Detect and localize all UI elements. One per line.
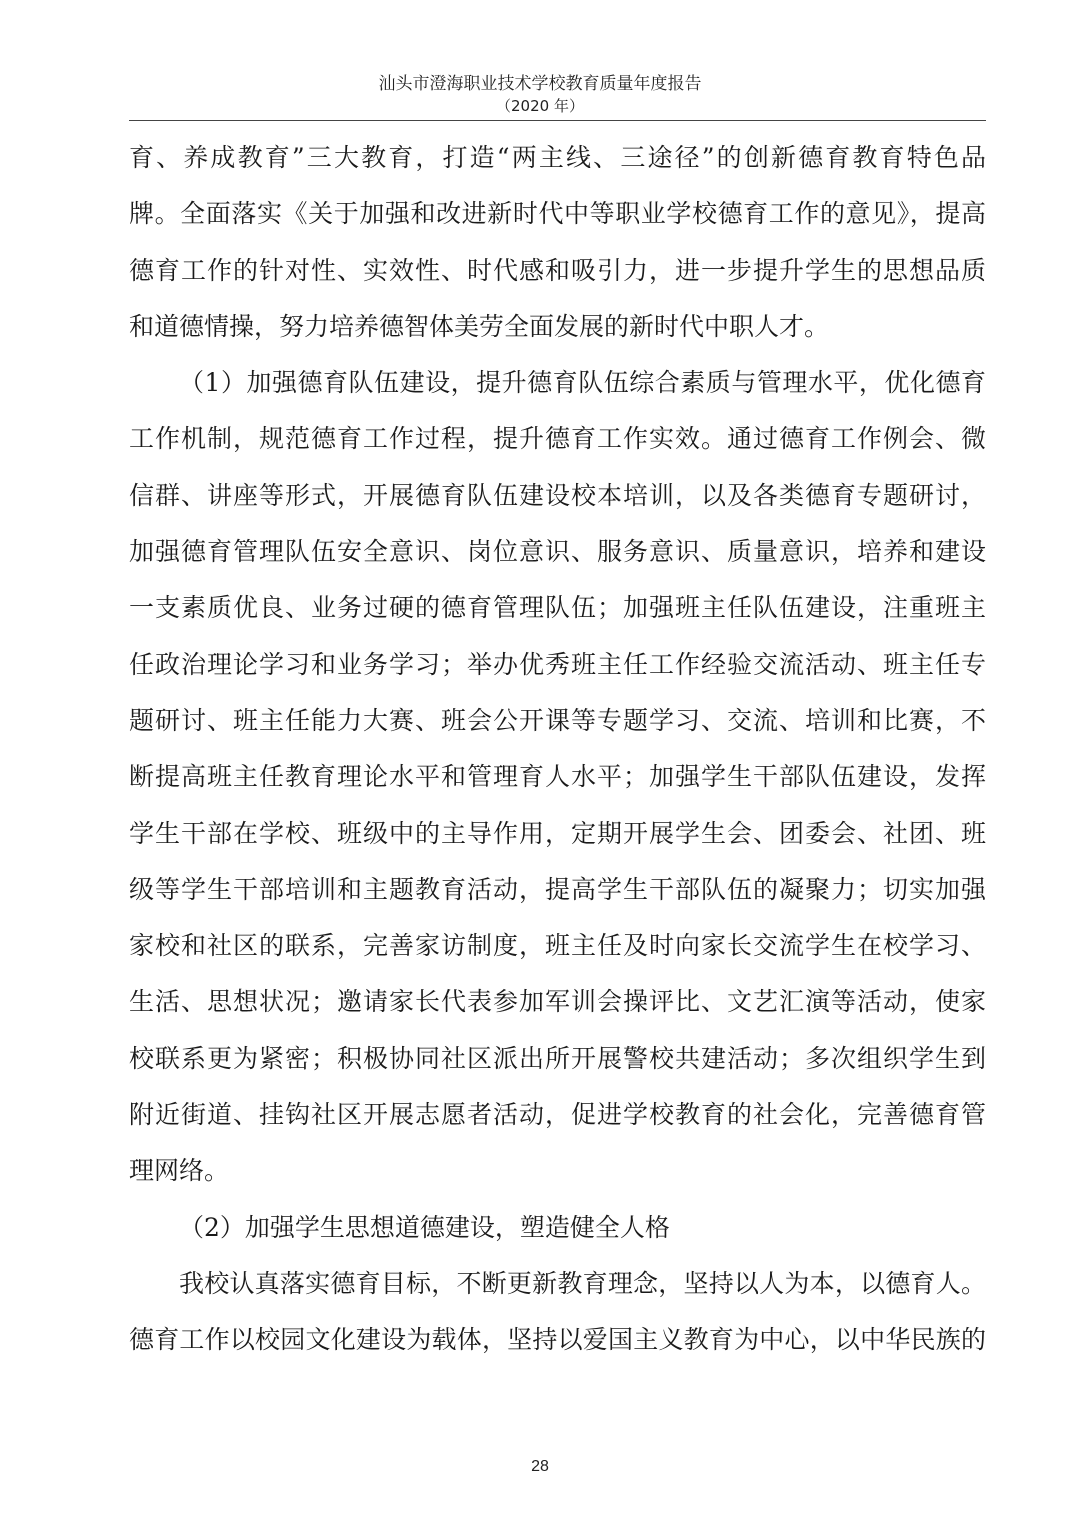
- text-line: 级等学生干部培训和主题教育活动，提高学生干部队伍的凝聚力；切实加强: [129, 874, 986, 904]
- header-divider: [129, 120, 986, 121]
- header-title: 汕头市澄海职业技术学校教育质量年度报告: [378, 74, 702, 94]
- body-text: [129, 130, 986, 1369]
- text-line: 我校认真落实德育目标，不断更新教育理念，坚持以人为本，以德育人。: [179, 1268, 986, 1298]
- text-line: 信群、讲座等形式，开展德育队伍建设校本培训，以及各类德育专题研讨，: [129, 480, 986, 510]
- header-year: （2020 年）: [496, 97, 584, 115]
- text-line: 理网络。: [129, 1156, 230, 1186]
- text-line: 校联系更为紧密；积极协同社区派出所开展警校共建活动；多次组织学生到: [129, 1043, 986, 1073]
- text-line: 加强德育管理队伍安全意识、岗位意识、服务意识、质量意识，培养和建设: [129, 537, 986, 567]
- text-line: 断提高班主任教育理论水平和管理育人水平；加强学生干部队伍建设，发挥: [129, 762, 986, 792]
- text-line: 附近街道、挂钩社区开展志愿者活动，促进学校教育的社会化，完善德育管: [129, 1100, 986, 1130]
- section-heading: （2）加强学生思想道德建设，塑造健全人格: [179, 1212, 670, 1242]
- text-line: 家校和社区的联系，完善家访制度，班主任及时向家长交流学生在校学习、: [129, 931, 986, 961]
- text-line: 德育工作的针对性、实效性、时代感和吸引力，进一步提升学生的思想品质: [129, 255, 986, 285]
- text-line: 育、养成教育”三大教育，打造“两主线、三途径”的创新德育教育特色品: [129, 143, 986, 172]
- text-line: 生活、思想状况；邀请家长代表参加军训会操评比、文艺汇演等活动，使家: [129, 987, 986, 1017]
- text-line: 任政治理论学习和业务学习；举办优秀班主任工作经验交流活动、班主任专: [129, 649, 986, 679]
- text-line: 工作机制，规范德育工作过程，提升德育工作实效。通过德育工作例会、微: [129, 424, 986, 454]
- text-line: （1）加强德育队伍建设，提升德育队伍综合素质与管理水平，优化德育: [179, 368, 986, 398]
- text-line: 牌。全面落实《关于加强和改进新时代中等职业学校德育工作的意见》，提高: [129, 199, 986, 229]
- page-number: 28: [531, 1458, 549, 1475]
- text-line: 题研讨、班主任能力大赛、班会公开课等专题学习、交流、培训和比赛，不: [129, 705, 986, 735]
- text-line: 德育工作以校园文化建设为载体，坚持以爱国主义教育为中心，以中华民族的: [129, 1325, 986, 1355]
- page-header: [0, 72, 1080, 116]
- text-line: 和道德情操，努力培养德智体美劳全面发展的新时代中职人才。: [129, 311, 830, 341]
- text-line: 学生干部在学校、班级中的主导作用，定期开展学生会、团委会、社团、班: [129, 818, 986, 848]
- text-line: 一支素质优良、业务过硬的德育管理队伍；加强班主任队伍建设，注重班主: [129, 593, 986, 623]
